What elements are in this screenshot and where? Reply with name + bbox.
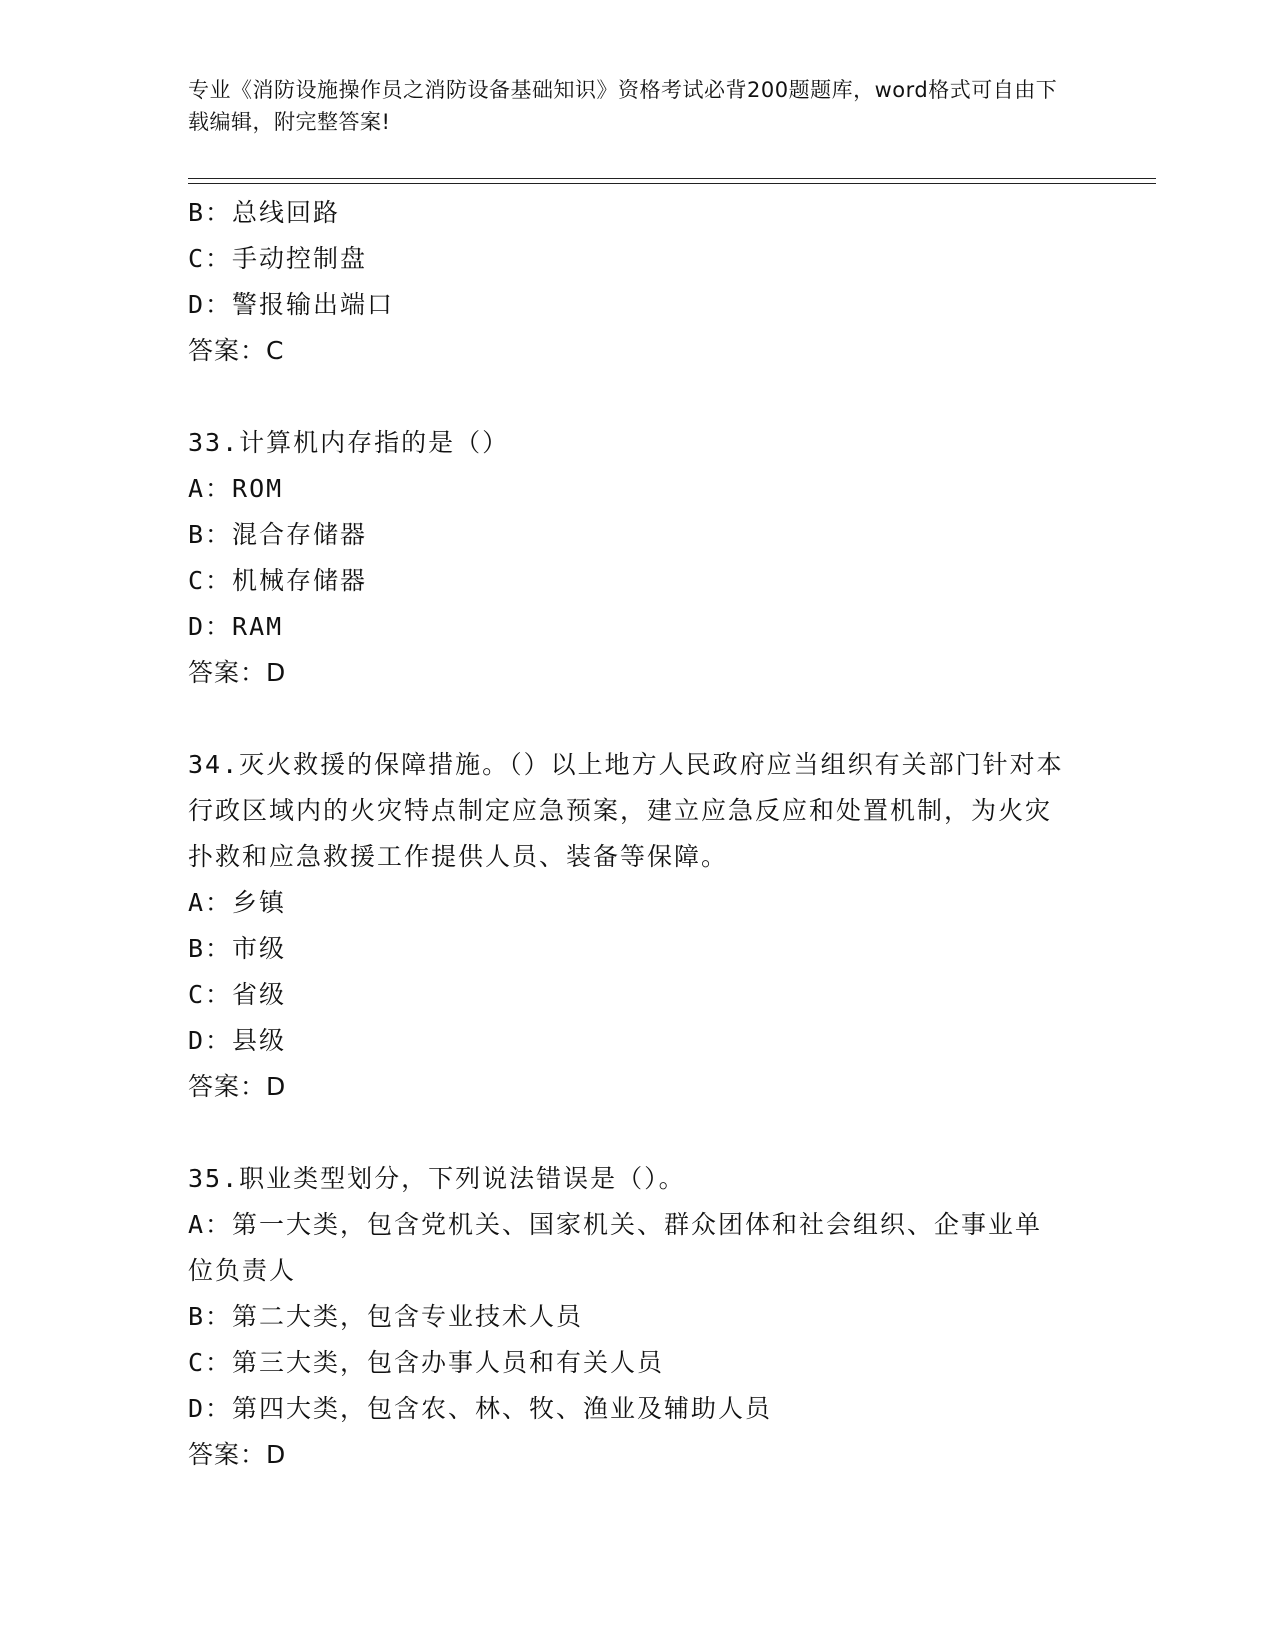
question-32-continued <box>188 190 1088 374</box>
question-list <box>188 190 1088 1478</box>
spacer <box>188 696 1088 742</box>
answer-line: 答案：D <box>188 1072 287 1101</box>
question-35 <box>188 1156 1088 1478</box>
answer-line: 答案：D <box>188 1440 287 1469</box>
option-a: A：乡镇 <box>188 888 287 917</box>
option-a: A：第一大类，包含党机关、国家机关、群众团体和社会组织、企事业单位负责人 <box>188 1210 1043 1285</box>
option-c: C：机械存储器 <box>188 566 368 595</box>
spacer <box>188 1110 1088 1156</box>
option-c: C：省级 <box>188 980 287 1009</box>
option-d: D：第四大类，包含农、林、牧、渔业及辅助人员 <box>188 1394 773 1423</box>
answer-line: 答案：C <box>188 336 285 365</box>
question-33 <box>188 420 1088 696</box>
question-stem: 33.计算机内存指的是（） <box>188 428 510 457</box>
option-b: B：第二大类，包含专业技术人员 <box>188 1302 584 1331</box>
option-d: D：县级 <box>188 1026 287 1055</box>
option-b: B：市级 <box>188 934 287 963</box>
question-stem: 35.职业类型划分，下列说法错误是（）。 <box>188 1164 686 1193</box>
option-d: D：警报输出端口 <box>188 290 395 319</box>
question-stem: 34.灭火救援的保障措施。（）以上地方人民政府应当组织有关部门针对本行政区域内的火灾特点制定应急预案，建立应急反应和处置机制，为火灾扑救和应急救援工作提供人员、装备等保障。 <box>188 750 1064 871</box>
option-c: C：手动控制盘 <box>188 244 368 273</box>
option-a: A：ROM <box>188 474 284 503</box>
answer-line: 答案：D <box>188 658 287 687</box>
header-divider-top <box>188 178 1156 179</box>
header-divider-bottom <box>188 183 1156 184</box>
option-d: D：RAM <box>188 612 284 641</box>
spacer <box>188 374 1088 420</box>
document-header: 专业《消防设施操作员之消防设备基础知识》资格考试必背200题题库，word格式可自由下载编辑，附完整答案! <box>188 78 1058 134</box>
option-b: B：混合存储器 <box>188 520 368 549</box>
option-b: B：总线回路 <box>188 198 341 227</box>
option-c: C：第三大类，包含办事人员和有关人员 <box>188 1348 665 1377</box>
question-34 <box>188 742 1088 1110</box>
